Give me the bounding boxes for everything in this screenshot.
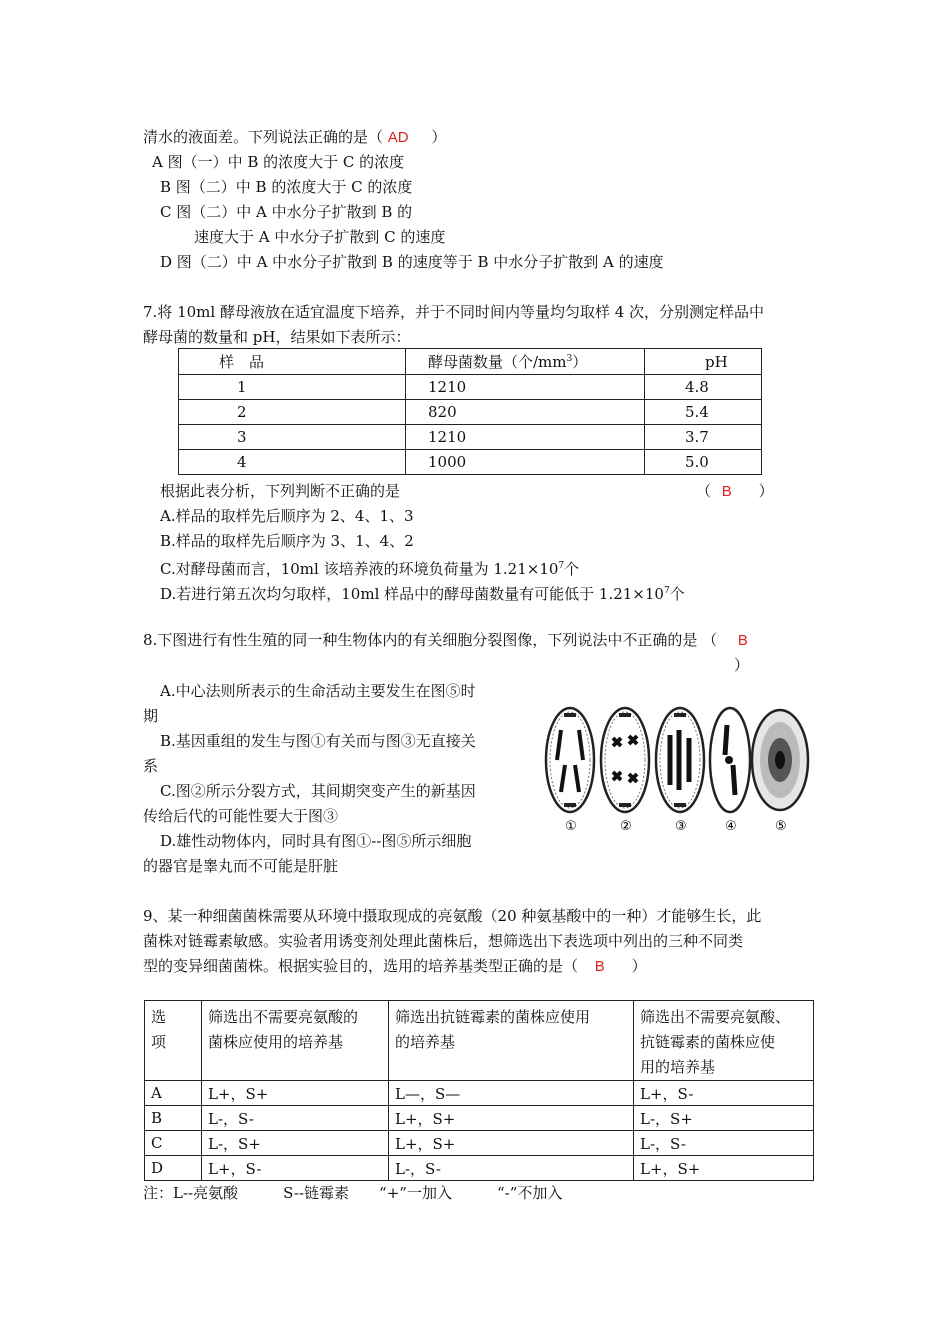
q7-stem-2: 酵母菌的数量和 pH，结果如下表所示： — [143, 328, 411, 346]
table-row: C L-，S+ L+，S+ L-，S- — [145, 1131, 814, 1156]
q6-option-c: C 图（二）中 A 中水分子扩散到 B 的 — [160, 203, 413, 221]
q7-answer: （ B ） — [696, 482, 774, 500]
q9-header-streptomycin: 筛选出抗链霉素的菌株应使用 的培养基 — [389, 1001, 634, 1081]
q6-answer: AD — [387, 129, 409, 146]
q7-option-b: B.样品的取样先后顺序为 3、1、4、2 — [160, 532, 414, 550]
q9-stem-2: 菌株对链霉素敏感。实验者用诱变剂处理此菌株后，想筛选出下表选项中列出的三种不同类 — [143, 932, 744, 950]
q8-option-b-cont: 系 — [143, 757, 159, 775]
q7-header-count: 酵母菌数量（个$/mm^3$） — [406, 349, 645, 375]
q8-option-a: A.中心法则所表示的生命活动主要发生在图⑤时 — [160, 682, 476, 700]
q9-answer: B — [594, 958, 605, 975]
figure-label-1: ① — [565, 819, 577, 834]
q6-intro-text: 清水的液面差。下列说法正确的是（ — [143, 128, 384, 146]
q6-option-d: D 图（二）中 A 中水分子扩散到 B 的速度等于 B 中水分子扩散到 A 的速度 — [160, 253, 664, 271]
q9-stem-3: 型的变异细菌菌株。根据实验目的，选用的培养基类型正确的是（ B ） — [143, 957, 647, 975]
q9-stem-1: 9、某一种细菌菌株需要从环境中摄取现成的亮氨酸（20 种氨基酸中的一种）才能够生长，此 — [143, 907, 762, 925]
q6-option-c-cont: 速度大于 A 中水分子扩散到 C 的速度 — [194, 228, 446, 246]
q8-option-d: D.雄性动物体内，同时具有图①--图⑤所示细胞 — [160, 832, 472, 850]
q7-stem-1: 7.将 10ml 酵母液放在适宜温度下培养，并于不同时间内等量均匀取样 4 次，分别测定样品中 — [143, 303, 765, 321]
table-row: A L+，S+ L—，S— L+，S- — [145, 1081, 814, 1106]
q6-option-b: B 图（二）中 B 的浓度大于 C 的浓度 — [160, 178, 413, 196]
q9-header-option: 选 项 — [145, 1001, 202, 1081]
q7-question: 根据此表分析，下列判断不正确的是 — [160, 482, 401, 500]
cell-2-illustration — [601, 708, 649, 812]
q9-header-both: 筛选出不需要亮氨酸、 抗链霉素的菌株应使 用的培养基 — [634, 1001, 814, 1081]
cell-division-figure — [535, 700, 810, 845]
cell-5-illustration — [752, 710, 808, 810]
q8-option-b: B.基因重组的发生与图①有关而与图③无直接关 — [160, 732, 476, 750]
table-row: B L-，S- L+，S+ L-，S+ — [145, 1106, 814, 1131]
figure-label-5: ⑤ — [775, 819, 787, 834]
q9-table — [144, 1000, 814, 1181]
q7-option-a: A.样品的取样先后顺序为 2、4、1、3 — [160, 507, 414, 525]
q7-answer-letter: B — [721, 483, 732, 500]
figure-label-4: ④ — [725, 819, 737, 834]
q8-option-d-cont: 的器官是睾丸而不可能是肝脏 — [143, 857, 339, 875]
q7-option-c: C.对酵母菌而言，10ml 该培养液的环境负荷量为 $1.21\times 10^7$个 — [160, 560, 580, 578]
q7-header-sample: 样 品 — [179, 349, 406, 375]
figure-label-2: ② — [620, 819, 632, 834]
table-row: 2 820 5.4 — [179, 400, 762, 425]
table-row: 4 1000 5.0 — [179, 450, 762, 475]
q9-note: 注：L--亮氨酸 S--链霉素 “+”一加入 “-”不加入 — [143, 1184, 563, 1202]
q8-stem: 8.下图进行有性生殖的同一种生物体内的有关细胞分裂图像，下列说法中不正确的是 （ B — [143, 631, 748, 649]
cell-3-illustration — [656, 708, 704, 812]
table-row: 3 1210 3.7 — [179, 425, 762, 450]
q8-answer: B — [737, 632, 748, 649]
q7-option-d: D.若进行第五次均匀取样，10ml 样品中的酵母菌数量有可能低于 $1.21\times 10^7$个 — [160, 585, 685, 603]
table-row: D L+，S- L-，S- L+，S+ — [145, 1156, 814, 1181]
q8-option-a-cont: 期 — [143, 707, 159, 725]
q6-close: ） — [431, 128, 447, 146]
table-row: 1 1210 4.8 — [179, 375, 762, 400]
q8-option-c: C.图②所示分裂方式，其间期突变产生的新基因 — [160, 782, 476, 800]
cell-1-illustration — [546, 708, 594, 812]
q8-option-c-cont: 传给后代的可能性要大于图③ — [143, 807, 339, 825]
q8-close: ） — [734, 656, 750, 674]
q6-intro — [143, 127, 446, 148]
cell-4-illustration — [710, 708, 750, 812]
q9-header-leucine: 筛选出不需要亮氨酸的 菌株应使用的培养基 — [202, 1001, 389, 1081]
q7-table — [178, 348, 762, 475]
figure-label-3: ③ — [675, 819, 687, 834]
q6-option-a: A 图（一）中 B 的浓度大于 C 的浓度 — [152, 153, 405, 171]
q7-header-ph: pH — [645, 349, 762, 375]
